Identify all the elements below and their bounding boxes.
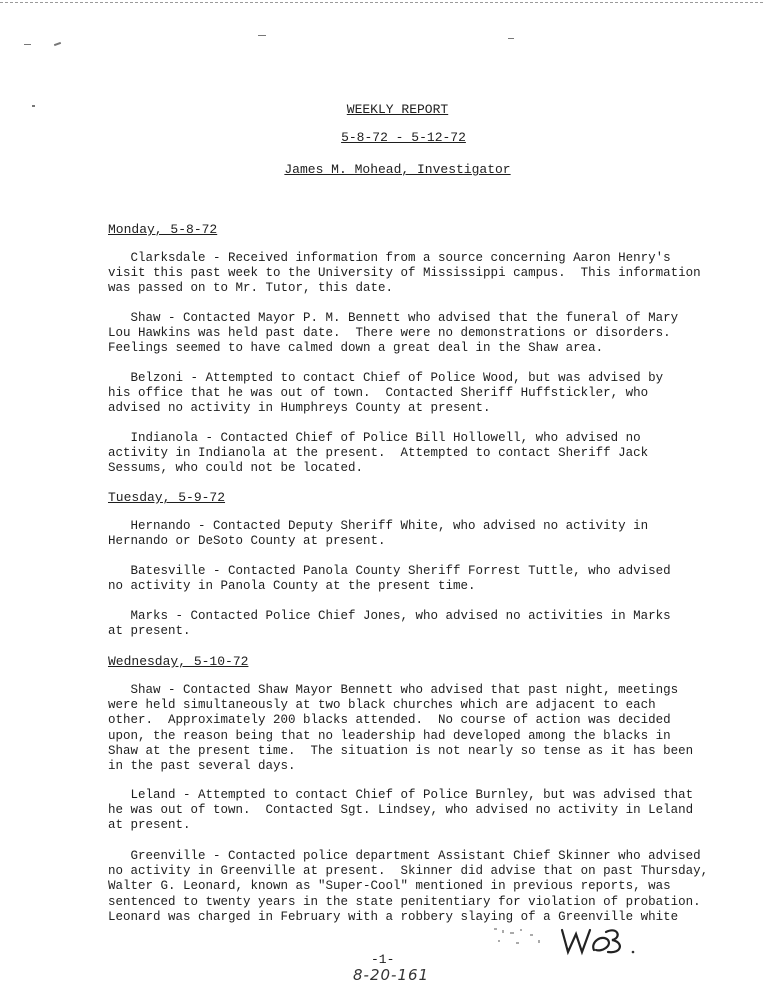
scan-speck (24, 44, 31, 45)
page-number: -1- (371, 952, 395, 967)
report-title: WEEKLY REPORT (346, 102, 449, 117)
report-dates: 5-8-72 - 5-12-72 (341, 130, 466, 145)
day-heading-monday: Monday, 5-8-72 (108, 222, 218, 237)
scan-speck (258, 35, 266, 36)
entry-clarksdale: Clarksdale - Received information from a source concerning Aaron Henry's visit this past week to the University of Mississippi campus. This information was passed on to Mr. Tutor, this date. (108, 251, 701, 296)
entry-shaw-wednesday: Shaw - Contacted Shaw Mayor Bennett who advised that past night, meetings were held simultaneously at two black churches which are adjacent to each other. Approximately 200 blacks attended. No course of action was decided upon, the reason being that no leadership had developed among the blacks in Shaw at the present time. The situation is not nearly so tense as it has been in the past several days. (108, 683, 694, 774)
entry-shaw-monday: Shaw - Contacted Mayor P. M. Bennett who advised that the funeral of Mary Lou Hawkins was held past date. There were no demonstrations or disorders. Feelings seemed to have calmed down a great deal in the Shaw area. (108, 311, 679, 356)
scan-speck (54, 42, 61, 46)
entry-batesville: Batesville - Contacted Panola County Sheriff Forrest Tuttle, who advised no activity in Panola County at the present time. (108, 564, 671, 594)
report-investigator: James M. Mohead, Investigator (284, 162, 511, 177)
handwritten-initials-mark (490, 920, 640, 960)
day-heading-tuesday: Tuesday, 5-9-72 (108, 490, 226, 505)
day-heading-wednesday: Wednesday, 5-10-72 (108, 654, 249, 669)
entry-indianola: Indianola - Contacted Chief of Police Bill Hollowell, who advised no activity in Indianola at the present. Attempted to contact Sheriff Jack Sessums, who could not be located. (108, 431, 649, 476)
entry-greenville: Greenville - Contacted police department Assistant Chief Skinner who advised no activity in Greenville at present. Skinner did advise that on past Thursday, Walter G. Leonard, known as "Super-Cool" mentioned in previous reports, was sentenced to twenty years in the state penitentiary for violation of probation. Leonard was charged in February with a robbery slaying of a Greenville white (108, 849, 709, 924)
entry-leland: Leland - Attempted to contact Chief of Police Burnley, but was advised that he was out of town. Contacted Sgt. Lindsey, who advised no activity in Leland at present. (108, 788, 694, 833)
scan-speck (508, 38, 514, 39)
entry-marks: Marks - Contacted Police Chief Jones, who advised no activities in Marks at present. (108, 609, 671, 639)
handwritten-file-number: 8-20-161 (353, 966, 430, 984)
top-edge-dashes (0, 2, 763, 3)
entry-hernando: Hernando - Contacted Deputy Sheriff White, who advised no activity in Hernando or DeSoto County at present. (108, 519, 649, 549)
initials-text: WB (590, 950, 600, 959)
entry-belzoni: Belzoni - Attempted to contact Chief of Police Wood, but was advised by his office that he was out of town. Contacted Sheriff Huffstickler, who advised no activity in Humphreys County at present. (108, 371, 664, 416)
